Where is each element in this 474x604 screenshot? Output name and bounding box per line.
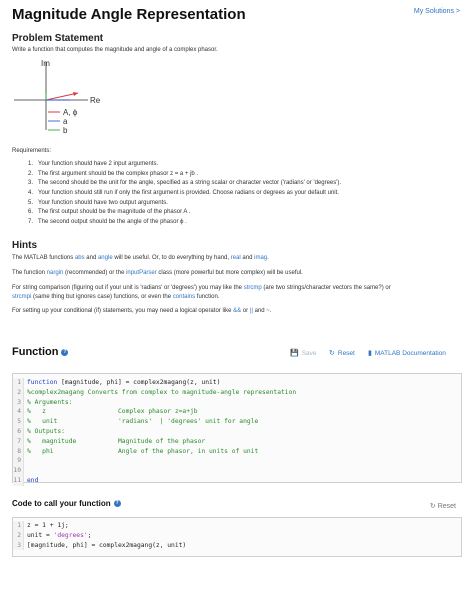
reset-call-button[interactable]: ↻ Reset [429,503,456,510]
phasor-vector [46,93,78,100]
legend-b-label: b [63,126,68,135]
hint-strcmp: For string comparison (figuring out if your unit is 'radians' or 'degrees') you may like the strcmp (are two strings/character vectors the same?) or [12,285,391,291]
code-line: 1 z = 1 + 1j; [13,521,461,531]
call-code-editor[interactable] [12,517,462,557]
strcmp-link[interactable]: strcmp [243,285,262,291]
nargin-link[interactable]: nargin [46,270,64,276]
requirement-item: 7. The second output should be the angle of the phasor ϕ . [28,219,187,226]
hint-nargin: The function nargin (recommended) or the inputParser class (more powerful but more complex) will be useful. [12,270,303,276]
phasor-diagram [10,56,120,140]
not-link[interactable]: ~ [266,308,270,314]
requirement-item: 6. The first output should be the magnitude of the phasor A . [28,209,191,216]
code-line: 9 [13,456,461,466]
page-title: Magnitude Angle Representation [12,6,246,23]
inputparser-link[interactable]: inputParser [126,270,157,276]
contains-link[interactable]: contains [172,294,196,300]
requirement-item: 5. Your function should have two output arguments. [28,199,168,206]
function-heading: Function ? [12,346,67,358]
my-solutions-link[interactable]: My Solutions > [413,8,460,15]
reset-icon: ↻ [329,350,335,357]
code-line: 7 % magnitude Magnitude of the phasor [13,437,461,447]
strcmpi-link[interactable]: strcmpi [12,294,32,300]
requirement-item: 1. Your function should have 2 input arguments. [28,161,159,167]
code-line: 2 unit = 'degrees'; [13,531,461,541]
function-code-editor[interactable] [12,373,462,483]
re-axis-label: Re [90,96,101,105]
abs-link[interactable]: abs [74,255,85,261]
code-line: 11 end [13,476,39,484]
code-line: 10 [13,466,461,476]
problem-heading: Problem Statement [12,33,104,44]
code-line: 1 function [magnitude, phi] = complex2magang(z, unit) [13,378,461,388]
requirement-item: 2. The first argument should be the complex phasor z = a + jb . [28,170,199,177]
im-axis-label: Im [41,59,50,68]
requirement-item: 4. Your function should still run if only the first argument is provided. Choose radians or degrees as your default unit. [28,190,339,197]
hint-strcmpi: strcmpi (same thing but ignores case) functions, or even the contains function. [12,294,220,300]
and-link[interactable]: && [233,308,242,314]
call-function-heading: Code to call your function ? [12,499,119,508]
reset-icon: ↻ [429,503,436,510]
matlab-documentation-button[interactable]: ▮ MATLAB Documentation [368,349,446,357]
hint-functions: The MATLAB functions abs and angle will be useful. Or, to do everything by hand, real and imag. [12,255,269,261]
problem-description: Write a function that computes the magnitude and angle of a complex phasor. [12,47,218,53]
documentation-icon: ▮ [368,350,372,357]
code-line: 3 % Arguments: [13,398,461,408]
legend-A-label: A, ϕ [63,108,78,117]
reset-button[interactable]: ↻ Reset [329,349,355,357]
hints-heading: Hints [12,240,37,251]
code-line: 2 %complex2magang Converts from complex to magnitude-angle representation [13,388,461,398]
requirement-item: 3. The second should be the unit for the angle, specified as a string scalar or character vector ('radians' or 'degrees'). [28,180,342,187]
legend-a-label: a [63,117,68,126]
code-line: 4 % z Complex phasor z=a+jb [13,407,461,417]
info-icon[interactable]: ? [63,348,67,355]
code-line: 3 [magnitude, phi] = complex2magang(z, unit) [13,541,461,551]
save-button[interactable]: 💾 Save [290,349,317,357]
requirements-title: Requirements: [12,148,52,154]
real-link[interactable]: real [230,255,241,261]
phasor-arrowhead [73,92,78,96]
code-line: 6 % Outputs: [13,427,461,437]
code-line: 5 % unit 'radians' | 'degrees' unit for angle [13,417,461,427]
hint-logical: For setting up your conditional (if) statements, you may need a logical operator like && or || and ~. [12,308,272,314]
save-icon: 💾 [290,350,299,357]
code-line: 8 % phi Angle of the phasor, in units of unit [13,447,461,457]
imag-link[interactable]: imag [254,255,268,261]
requirements-list [28,160,341,228]
or-link[interactable]: || [249,308,253,314]
angle-link[interactable]: angle [97,255,113,261]
info-icon[interactable]: ? [115,500,119,507]
